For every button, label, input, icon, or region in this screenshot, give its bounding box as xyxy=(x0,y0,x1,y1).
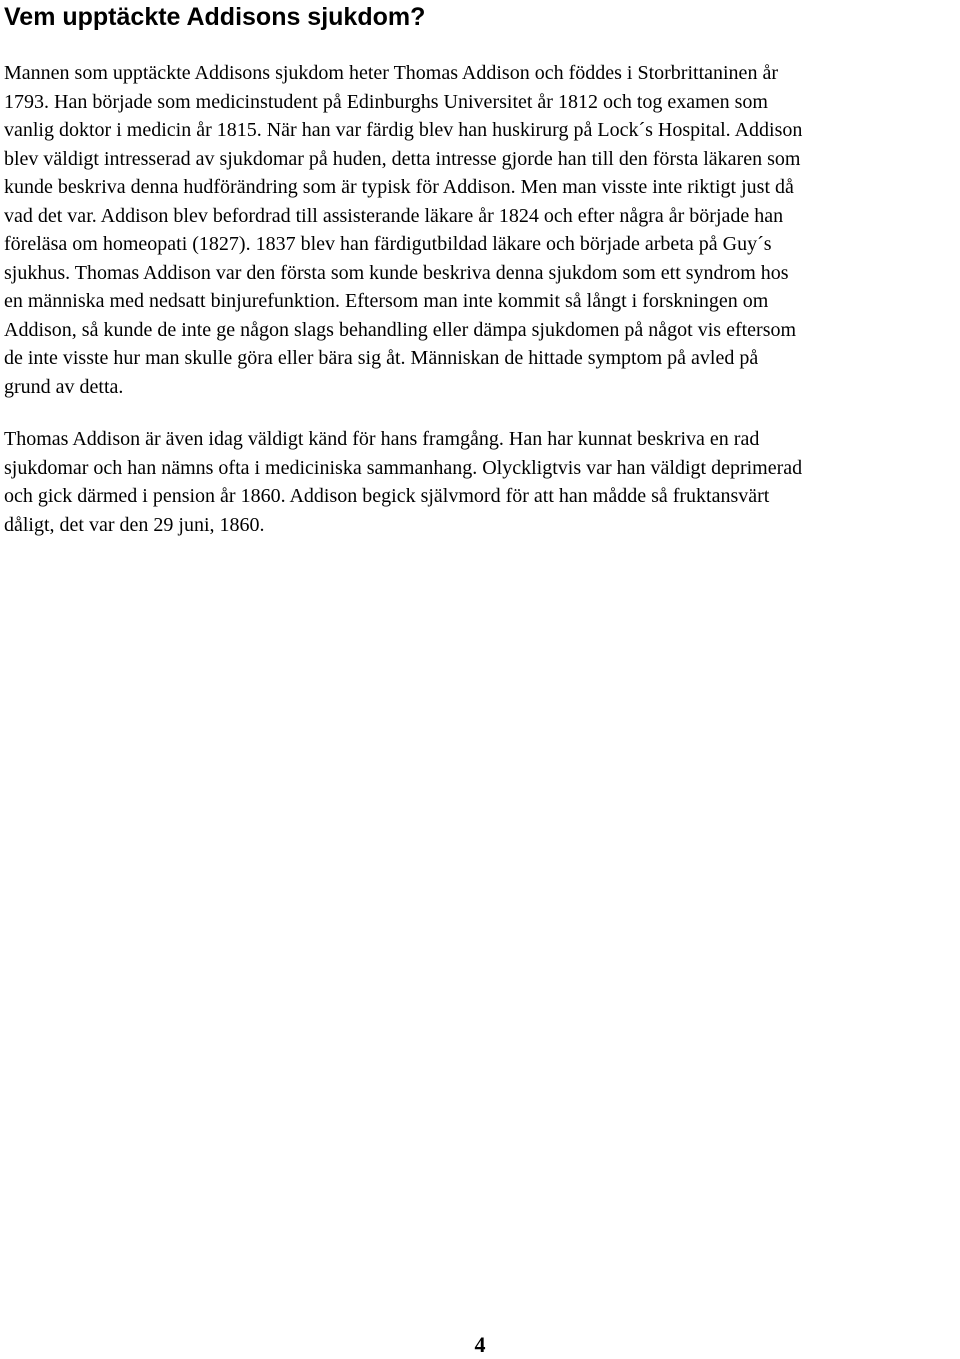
text-line: och gick därmed i pension år 1860. Addison begick självmord för att han mådde så fruktansvärt xyxy=(4,485,770,507)
text-line: vanlig doktor i medicin år 1815. När han var färdig blev han huskirurg på Lock´s Hospital. Addison xyxy=(4,119,803,141)
text-line: sjukhus. Thomas Addison var den första som kunde beskriva denna sjukdom som ett syndrom hos xyxy=(4,261,789,284)
text-line: kunde beskriva denna hudförändring som är typisk för Addison. Men man visste inte riktigt just då xyxy=(4,176,794,198)
paragraph-1 xyxy=(4,59,956,401)
text-line: sjukdomar och han nämns ofta i mediciniska sammanhang. Olyckligtvis var han väldigt deprimerad xyxy=(4,456,803,479)
text-line: blev väldigt intresserad av sjukdomar på huden, detta intresse gjorde han till den första läkaren som xyxy=(4,147,801,170)
text-line: Mannen som upptäckte Addisons sjukdom heter Thomas Addison och föddes i Storbrittaninen år xyxy=(4,62,778,84)
text-line: Thomas Addison är även idag väldigt känd för hans framgång. Han har kunnat beskriva en rad xyxy=(4,428,760,450)
paragraph-2 xyxy=(4,425,956,539)
text-line: vad det var. Addison blev befordrad till assisterande läkare år 1824 och efter några år började han xyxy=(4,204,784,227)
text-line: de inte visste hur man skulle göra eller bära sig åt. Människan de hittade symptom på avled på xyxy=(4,347,759,369)
text-line: föreläsa om homeopati (1827). 1837 blev han färdigutbildad läkare och började arbeta på Guy´s xyxy=(4,233,772,255)
text-line: en människa med nedsatt binjurefunktion. Eftersom man inte kommit så långt i forskningen om xyxy=(4,290,769,312)
text-line: dåligt, det var den 29 juni, 1860. xyxy=(4,513,265,536)
page-title: Vem upptäckte Addisons sjukdom? xyxy=(4,3,426,31)
page-number: 4 xyxy=(474,1332,486,1357)
text-line: Addison, så kunde de inte ge någon slags behandling eller dämpa sjukdomen på något vis eftersom xyxy=(4,318,797,341)
text-line: 1793. Han började som medicinstudent på Edinburghs Universitet år 1812 och tog examen som xyxy=(4,90,768,113)
text-line: grund av detta. xyxy=(4,375,124,398)
